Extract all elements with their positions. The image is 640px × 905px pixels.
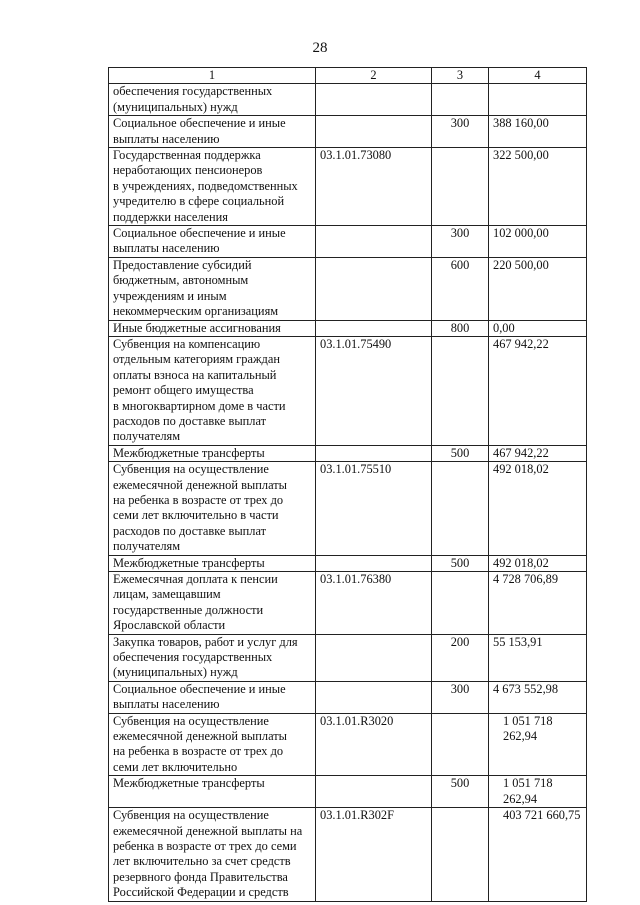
table-row [109, 84, 587, 116]
cell-amount: 1 051 718 262,94 [489, 713, 587, 776]
table-header [109, 68, 587, 84]
budget-table [108, 67, 587, 902]
cell-name: Социальное обеспечение и иные выплаты населению [109, 681, 316, 713]
cell-amount: 322 500,00 [489, 148, 587, 226]
cell-code [316, 445, 432, 461]
cell-name: Субвенция на компенсацию отдельным категориям граждан оплаты взноса на капитальный ремонт общего имущества в многоквартирном доме в части расходов по доставке выплат получателям [109, 336, 316, 445]
header-col-4: 4 [489, 68, 587, 84]
cell-amount: 1 051 718 262,94 [489, 776, 587, 808]
cell-amount: 388 160,00 [489, 116, 587, 148]
cell-code [316, 320, 432, 336]
cell-expense-type: 500 [432, 555, 489, 571]
table-row [109, 116, 587, 148]
cell-expense-type: 500 [432, 445, 489, 461]
cell-name: Социальное обеспечение и иные выплаты населению [109, 116, 316, 148]
cell-code [316, 634, 432, 681]
header-col-2: 2 [316, 68, 432, 84]
header-col-1: 1 [109, 68, 316, 84]
table-row [109, 445, 587, 461]
cell-name: Межбюджетные трансферты [109, 555, 316, 571]
cell-code: 03.1.01.R3020 [316, 713, 432, 776]
table-row [109, 808, 587, 901]
cell-expense-type: 300 [432, 116, 489, 148]
cell-expense-type: 300 [432, 681, 489, 713]
cell-code [316, 555, 432, 571]
cell-name: Предоставление субсидий бюджетным, автономным учреждениям и иным некоммерческим организациям [109, 257, 316, 320]
table-row [109, 148, 587, 226]
cell-expense-type [432, 713, 489, 776]
table-row [109, 555, 587, 571]
cell-name: Иные бюджетные ассигнования [109, 320, 316, 336]
table-row [109, 681, 587, 713]
cell-name: Ежемесячная доплата к пенсии лицам, замещавшим государственные должности Ярославской области [109, 572, 316, 635]
header-col-3: 3 [432, 68, 489, 84]
cell-name: Закупка товаров, работ и услуг для обеспечения государственных (муниципальных) нужд [109, 634, 316, 681]
cell-amount: 467 942,22 [489, 336, 587, 445]
cell-amount: 55 153,91 [489, 634, 587, 681]
cell-amount: 220 500,00 [489, 257, 587, 320]
cell-amount: 4 728 706,89 [489, 572, 587, 635]
cell-code: 03.1.01.75490 [316, 336, 432, 445]
table-row [109, 226, 587, 258]
cell-amount: 492 018,02 [489, 555, 587, 571]
cell-name: Межбюджетные трансферты [109, 445, 316, 461]
table-row [109, 713, 587, 776]
cell-expense-type: 800 [432, 320, 489, 336]
cell-amount: 467 942,22 [489, 445, 587, 461]
cell-amount: 102 000,00 [489, 226, 587, 258]
cell-expense-type: 500 [432, 776, 489, 808]
cell-name: Субвенция на осуществление ежемесячной денежной выплаты на ребенка в возрасте от трех до семи лет включительно [109, 713, 316, 776]
cell-amount [489, 84, 587, 116]
cell-name: Государственная поддержка неработающих пенсионеров в учреждениях, подведомственных учредителю в сфере социальной поддержки населения [109, 148, 316, 226]
cell-code [316, 257, 432, 320]
cell-amount: 403 721 660,75 [489, 808, 587, 901]
cell-code: 03.1.01.76380 [316, 572, 432, 635]
cell-name: Межбюджетные трансферты [109, 776, 316, 808]
cell-name: Социальное обеспечение и иные выплаты населению [109, 226, 316, 258]
table-row [109, 462, 587, 555]
cell-expense-type: 600 [432, 257, 489, 320]
cell-code [316, 84, 432, 116]
table-row [109, 776, 587, 808]
table-row [109, 572, 587, 635]
cell-expense-type [432, 336, 489, 445]
cell-code [316, 116, 432, 148]
cell-code: 03.1.01.75510 [316, 462, 432, 555]
cell-code: 03.1.01.R302F [316, 808, 432, 901]
cell-expense-type [432, 808, 489, 901]
cell-name: Субвенция на осуществление ежемесячной денежной выплаты на ребенка в возрасте от трех до семи лет включительно за счет средств резервного фонда Правительства Российской Федерации и средств [109, 808, 316, 901]
cell-amount: 4 673 552,98 [489, 681, 587, 713]
page-number: 28 [312, 40, 328, 56]
cell-expense-type: 200 [432, 634, 489, 681]
cell-name: обеспечения государственных (муниципальных) нужд [109, 84, 316, 116]
cell-expense-type [432, 572, 489, 635]
table-row [109, 257, 587, 320]
cell-amount: 492 018,02 [489, 462, 587, 555]
table-row [109, 320, 587, 336]
cell-expense-type: 300 [432, 226, 489, 258]
cell-expense-type [432, 84, 489, 116]
cell-code [316, 226, 432, 258]
header-row [109, 68, 587, 84]
cell-expense-type [432, 462, 489, 555]
cell-name: Субвенция на осуществление ежемесячной денежной выплаты на ребенка в возрасте от трех до семи лет включительно в части расходов по доставке выплат получателям [109, 462, 316, 555]
cell-code [316, 681, 432, 713]
table-body [109, 84, 587, 901]
cell-expense-type [432, 148, 489, 226]
cell-amount: 0,00 [489, 320, 587, 336]
table-row [109, 336, 587, 445]
table-row [109, 634, 587, 681]
cell-code: 03.1.01.73080 [316, 148, 432, 226]
cell-code [316, 776, 432, 808]
